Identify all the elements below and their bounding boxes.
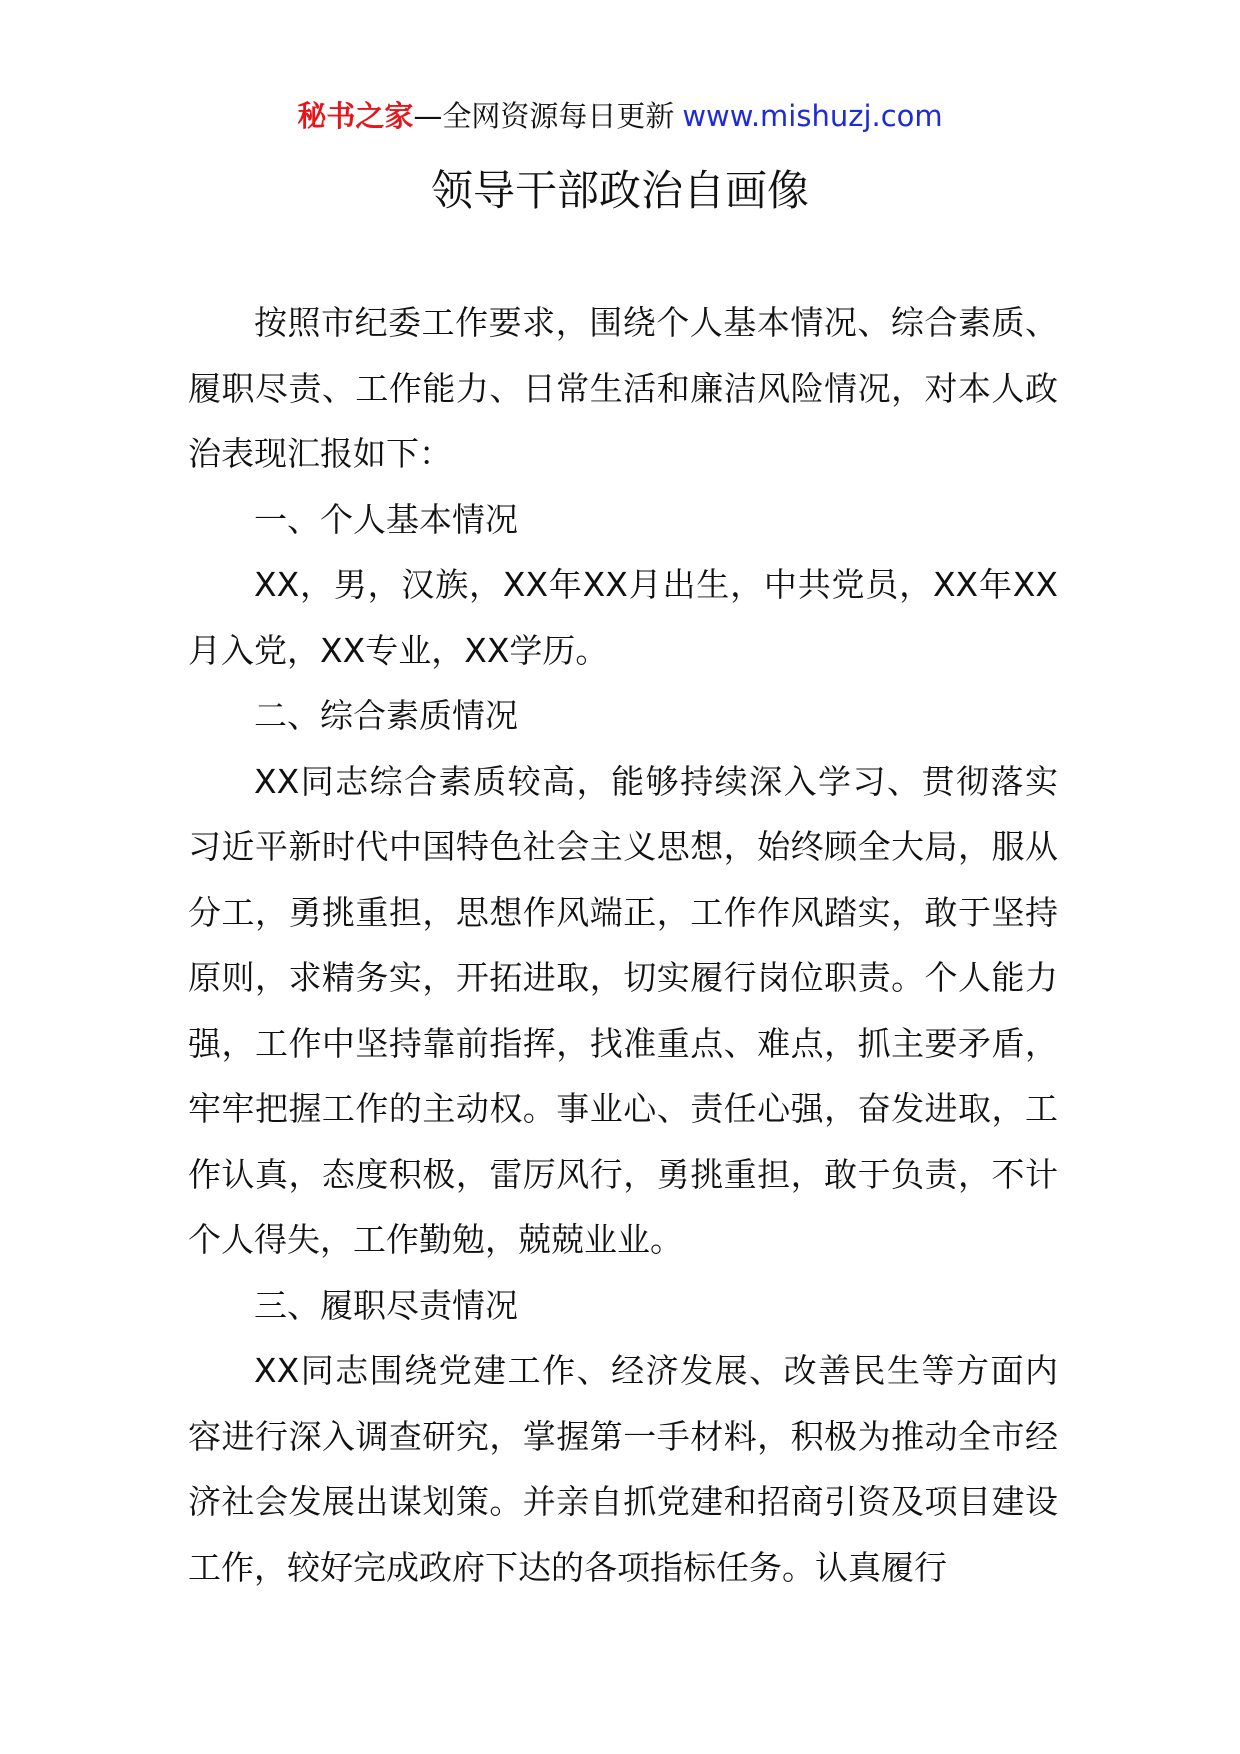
quality-paragraph: XX同志综合素质较高，能够持续深入学习、贯彻落实习近平新时代中国特色社会主义思想，始终顾全大局，服从分工，勇挑重担，思想作风端正，工作作风踏实，敢于坚持原则，求精务实，开拓进取，切实履行岗位职责。个人能力强，工作中坚持靠前指挥，找准重点、难点，抓主要矛盾，牢牢把握工作的主动权。事业心、责任心强，奋发进取，工作认真，态度积极，雷厉风行，勇挑重担，敢于负责，不计个人得失，工作勤勉，兢兢业业。 (188, 761, 1058, 1259)
section-heading-duties: 三、履职尽责情况 (254, 1285, 518, 1325)
brand-name: 秘书之家 (297, 99, 414, 133)
section-heading-quality: 二、综合素质情况 (254, 696, 518, 735)
basic-info-paragraph: XX，男，汉族，XX年XX月出生，中共党员，XX年XX月入党，XX专业，XX学历。 (188, 565, 1058, 670)
site-header (0, 96, 1240, 136)
header-tagline: —全网资源每日更新 (413, 99, 675, 133)
section-heading-basic-info: 一、个人基本情况 (254, 499, 518, 539)
duties-paragraph: XX同志围绕党建工作、经济发展、改善民生等方面内容进行深入调查研究，掌握第一手材料，积极为推动全市经济社会发展出谋划策。并亲自抓党建和招商引资及项目建设工作，较好完成政府下达的各项指标任务。认真履行 (188, 1351, 1058, 1587)
document-body (188, 290, 1058, 1600)
site-url-link[interactable]: www.mishuzj.com (682, 99, 943, 133)
intro-paragraph: 按照市纪委工作要求，围绕个人基本情况、综合素质、履职尽责、工作能力、日常生活和廉洁风险情况，对本人政治表现汇报如下： (188, 303, 1058, 473)
document-title: 领导干部政治自画像 (430, 166, 809, 215)
